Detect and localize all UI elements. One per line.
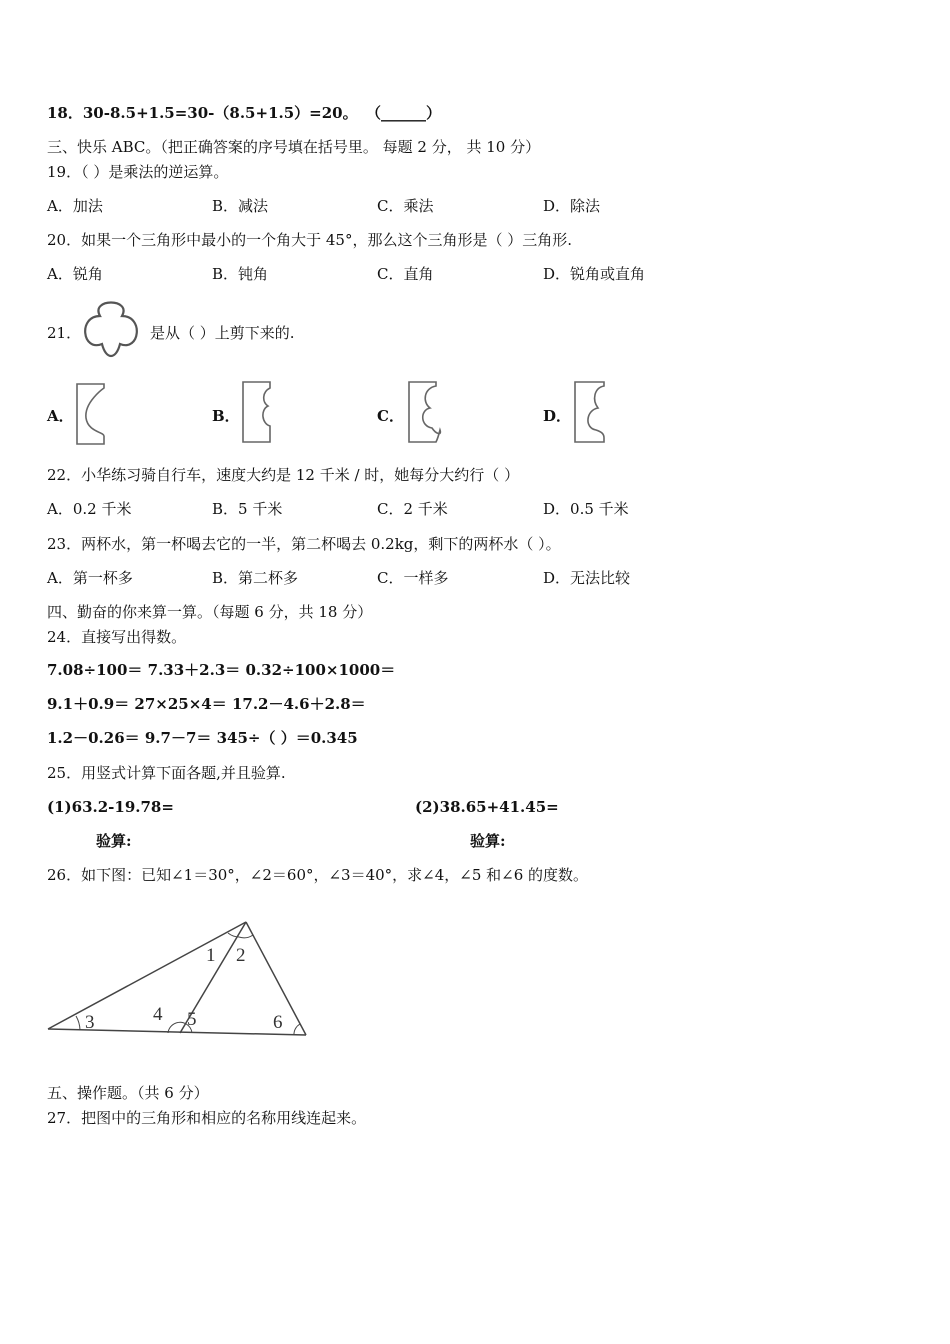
question-22-stem: 22．小华练习骑自行车，速度大约是 12 千米 / 时，她每分大约行（ ） <box>47 466 520 484</box>
q21-option-c-label: C． <box>377 407 404 425</box>
q22-option-c: C．2 千米 <box>377 500 448 518</box>
q25-check-2: 验算: <box>470 832 506 850</box>
angle-label-5: 5 <box>187 1009 197 1030</box>
q23-option-a: A．第一杯多 <box>47 569 133 587</box>
angle-label-4: 4 <box>153 1004 163 1025</box>
q22-option-d: D．0.5 千米 <box>543 500 629 518</box>
question-21-stem: 是从（ ）上剪下来的. <box>150 324 295 342</box>
q21-option-c-figure <box>406 380 444 446</box>
q25-problem-2: (2)38.65+41.45= <box>415 798 559 816</box>
question-26-stem: 26．如下图：已知∠1＝30°，∠2＝60°，∠3＝40°，求∠4，∠5 和∠6 的度数。 <box>47 866 589 884</box>
q25-problem-1: (1)63.2-19.78= <box>47 798 174 816</box>
section-3-title: 三、快乐 ABC。（把正确答案的序号填在括号里。 每题 2 分， 共 10 分） <box>47 138 541 156</box>
angle-label-2: 2 <box>236 945 246 966</box>
q23-option-c: C．一样多 <box>377 569 449 587</box>
question-25-stem: 25．用竖式计算下面各题,并且验算. <box>47 764 286 782</box>
question-21-number: 21． <box>47 324 82 342</box>
angle-label-1: 1 <box>206 945 216 966</box>
q20-option-d: D．锐角或直角 <box>543 265 646 283</box>
q21-option-a-label: A． <box>47 407 74 425</box>
q24-row-1: 7.08÷100＝ 7.33＋2.3＝ 0.32÷100×1000＝ <box>47 661 396 679</box>
q24-row-2: 9.1＋0.9＝ 27×25×4＝ 17.2－4.6＋2.8＝ <box>47 695 366 713</box>
question-27-stem: 27．把图中的三角形和相应的名称用线连起来。 <box>47 1109 367 1127</box>
question-24-stem: 24．直接写出得数。 <box>47 628 187 646</box>
question-18-text: 18．30-8.5+1.5=30-（8.5+1.5）=20。 <box>47 104 358 122</box>
answer-blank-18: （______） <box>366 104 442 122</box>
question-18 <box>47 103 358 123</box>
q23-option-b: B．第二杯多 <box>212 569 299 587</box>
q20-option-a: A．锐角 <box>47 265 103 283</box>
q19-option-c: C．乘法 <box>377 197 434 215</box>
q22-option-b: B．5 千米 <box>212 500 283 518</box>
trefoil-cutout-figure <box>78 294 144 358</box>
q21-option-d-figure <box>572 380 608 446</box>
q19-option-b: B．减法 <box>212 197 269 215</box>
q19-option-a: A．加法 <box>47 197 103 215</box>
triangle-angles-figure <box>40 915 315 1045</box>
q23-option-d: D．无法比较 <box>543 569 631 587</box>
q19-option-d: D．除法 <box>543 197 601 215</box>
q25-check-1: 验算: <box>96 832 132 850</box>
question-19-stem: 19．（ ）是乘法的逆运算。 <box>47 163 229 181</box>
q21-option-a-figure <box>74 382 108 446</box>
question-23-stem: 23．两杯水，第一杯喝去它的一半，第二杯喝去 0.2kg，剩下的两杯水（ ）。 <box>47 535 561 553</box>
q21-option-b-label: B． <box>212 407 240 425</box>
question-20-stem: 20．如果一个三角形中最小的一个角大于 45°，那么这个三角形是（ ）三角形. <box>47 231 572 249</box>
q22-option-a: A．0.2 千米 <box>47 500 132 518</box>
q21-option-b-figure <box>240 380 274 446</box>
q24-row-3: 1.2－0.26＝ 9.7－7＝ 345÷（ ）＝0.345 <box>47 729 358 747</box>
q21-option-d-label: D． <box>543 407 572 425</box>
angle-label-6: 6 <box>273 1012 283 1033</box>
section-5-title: 五、操作题。（共 6 分） <box>47 1084 209 1102</box>
angle-label-3: 3 <box>85 1012 95 1033</box>
q20-option-b: B．钝角 <box>212 265 269 283</box>
q20-option-c: C．直角 <box>377 265 434 283</box>
section-4-title: 四、勤奋的你来算一算。（每题 6 分，共 18 分） <box>47 603 373 621</box>
